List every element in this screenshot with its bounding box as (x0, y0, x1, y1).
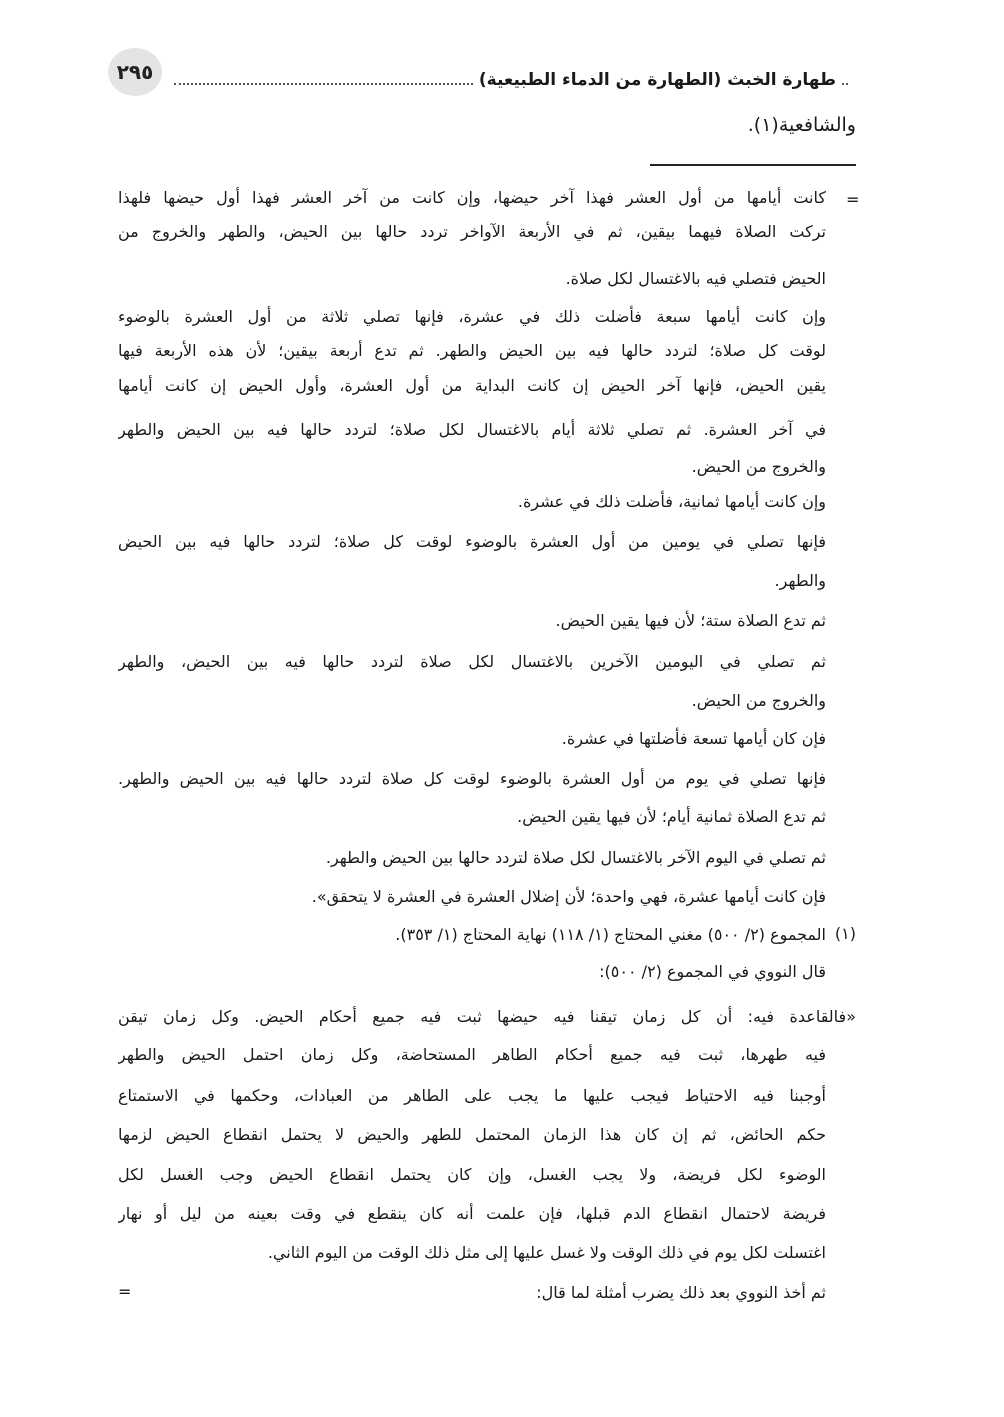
footnote-line: فإنها تصلي في يوم من أول العشرة بالوضوء لوقت كل صلاة لتردد حالها فيه بين الحيض والطهر. (118, 769, 826, 788)
footnote-line: يقين الحيض، فإنها آخر الحيض إن كانت البداية من أول العشرة، وأول الحيض إن كانت أيامها (118, 376, 826, 395)
footnote-1-line: ثم أخذ النووي بعد ذلك يضرب أمثلة لما قال: (536, 1283, 826, 1302)
footnote-line: ثم تدع الصلاة ستة؛ لأن فيها يقين الحيض. (555, 611, 826, 630)
footnote-line: كانت أيامها من أول العشر فهذا آخر حيضها، وإن كانت من آخر العشر فهذا أول حيضها فلهذا (118, 188, 826, 207)
footnote-1-line: حكم الحائض، ثم إن كان هذا الزمان المحتمل للطهر والحيض لا يحتمل انقطاع الحيض لزمها (118, 1125, 826, 1144)
footnote-1-line: أوجبنا فيه الاحتياط فيجب عليها ما يجب على الطاهر من العبادات، وحكمها في الاستمتاع (118, 1086, 826, 1105)
footnote-line: في آخر العشرة. ثم تصلي ثلاثة أيام بالاغتسال لكل صلاة؛ لتردد حالها فيه بين الحيض والطهر (118, 420, 826, 439)
footnote-line: ثم تصلي في اليومين الآخرين بالاغتسال لكل صلاة لتردد حالها فيه بين الحيض، والطهر (118, 652, 826, 671)
header-title: طهارة الخبث (الطهارة من الدماء الطبيعية) (478, 70, 836, 90)
footnote-1-line: «فالقاعدة فيه: أن كل زمان تيقنا فيه حيضها ثبت فيه جميع أحكام الحيض. وكل زمان تيقن (118, 1007, 856, 1026)
footnote-line: فإنها تصلي في يومين من أول العشرة بالوضوء لوقت كل صلاة؛ لتردد حالها فيه بين الحيض (118, 532, 826, 551)
footnote-line: وإن كانت أيامها سبعة فأضلت ذلك في عشرة، فإنها تصلي ثلاثة من أول العشرة بالوضوء (118, 307, 826, 326)
footnote-line: والخروج من الحيض. (691, 457, 826, 476)
footnote-line: فإن كان أيامها تسعة فأضلتها في عشرة. (561, 729, 826, 748)
footnote-1-line: المجموع (٢/ ٥٠٠) مغني المحتاج (١/ ١١٨) نهاية المحتاج (١/ ٣٥٣). (395, 925, 826, 944)
footnote-line: لوقت كل صلاة؛ لتردد حالها فيه بين الحيض والطهر. ثم تدع أربعة بيقين؛ لأن هذه الأربعة فيها (118, 341, 826, 360)
footnote-line: وإن كانت أيامها ثمانية، فأضلت ذلك في عشرة. (517, 492, 826, 511)
footnote-1-line: فيه طهرها، ثبت فيه جميع أحكام الطاهر المستحاضة، وكل زمان احتمل الحيض والطهر (118, 1045, 826, 1064)
page-number: ٢٩٥ (108, 48, 162, 96)
footnote-line: والطهر. (774, 571, 826, 590)
continuation-mark-bottom: = (118, 1282, 132, 1301)
footnote-line: ثم تدع الصلاة ثمانية أيام؛ لأن فيها يقين الحيض. (517, 807, 826, 826)
header-dots-right (842, 82, 848, 85)
footnote-1-quote (118, 0, 856, 1417)
footnote-1-line: قال النووي في المجموع (٢/ ٥٠٠): (599, 962, 826, 981)
footnote-line: تركت الصلاة فيهما بيقين، ثم في الأربعة الآواخر تردد حالها بين الحيض، والطهر والخروج من (118, 222, 826, 241)
footnote-1-label: (١) (834, 924, 856, 943)
main-text-tail: والشافعية(١). (747, 114, 856, 136)
footnote-line: والخروج من الحيض. (691, 691, 826, 710)
footnote-line: الحيض فتصلي فيه بالاغتسال لكل صلاة. (565, 269, 826, 288)
footnote-1-line: فريضة لاحتمال انقطاع الدم قبلها، فإن علمت أنه كان ينقطع في وقت بعينه من ليل أو نهار (118, 1204, 826, 1223)
footnote-1-line: الوضوء لكل فريضة، ولا يجب الغسل، وإن كان يحتمل انقطاع الحيض وجب الغسل لكل (118, 1165, 826, 1184)
footnote-line: ثم تصلي في اليوم الآخر بالاغتسال لكل صلاة لتردد حالها بين الحيض والطهر. (325, 848, 826, 867)
footnote-line: فإن كانت أيامها عشرة، فهي واحدة؛ لأن إضلال العشرة في العشرة لا يتحقق». (311, 887, 826, 906)
footnote-1-line: اغتسلت لكل يوم في ذلك الوقت ولا غسل عليها إلى مثل ذلك الوقت من اليوم الثاني. (267, 1243, 826, 1262)
continuation-mark-top: = (846, 190, 860, 209)
